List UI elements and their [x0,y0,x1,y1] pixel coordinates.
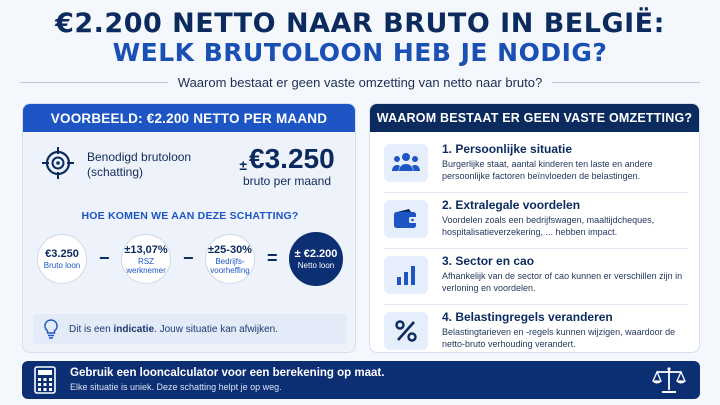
banner-subtext: Elke situatie is uniek. Deze schatting helpt je op weg. [70,382,282,392]
approx-sign: ± [239,157,248,173]
equals-operator: = [267,248,278,268]
gross-salary-value: €3.250 [45,248,79,260]
reason-title: 4. Belastingregels veranderen [442,310,613,324]
subtitle-row [20,72,700,92]
gross-estimate [235,144,339,188]
calculator-banner [22,361,700,399]
required-gross-label-line1: Benodigd brutoloon [87,150,192,164]
page-subtitle-question: WELK BRUTOLOON HEB JE NODIG? [112,38,608,67]
divider-right [552,82,700,83]
percent-icon [384,312,428,350]
note-bold: indicatie [113,323,155,335]
reason-title: 1. Persoonlijke situatie [442,142,573,156]
wallet-icon [384,200,428,238]
required-gross-label [87,150,191,180]
withholding-tax-circle [205,234,255,284]
lightbulb-icon [43,319,59,339]
page-title: €2.200 NETTO NAAR BRUTO IN BELGIË: [55,8,665,39]
divider [384,192,688,193]
gross-salary-circle [37,234,87,284]
example-panel [22,103,356,353]
rsz-value: ±13,07% [124,243,168,256]
reason-title: 3. Sector en cao [442,254,535,268]
gross-value: €3.250 [249,143,335,174]
example-header: VOORBEELD: €2.200 NETTO PER MAAND [23,104,355,132]
indication-note [33,314,347,344]
reasons-panel [369,103,700,353]
rsz-circle [121,234,171,284]
calculator-icon [34,366,56,394]
note-prefix: Dit is een [69,323,114,335]
divider [384,248,688,249]
note-text [69,324,278,335]
reason-description: Burgerlijke staat, aantal kinderen ten laste en andere persoonlijke factoren beïnvloeden de belastingen. [442,159,653,181]
required-gross-label-line2: (schatting) [87,165,144,179]
calculation-row [37,228,347,288]
required-gross-row [39,144,339,192]
reason-description: Belastingtarieven en -regels kunnen wijzigen, waardoor de netto-bruto verhouding verandert. [442,327,676,349]
scale-icon [652,366,686,394]
reason-description: Afhankelijk van de sector of cao kunnen er verschillen zijn in verloning en voordelen. [442,271,683,293]
reason-item-sector [384,252,690,302]
minus-operator-2: − [183,248,194,268]
net-salary-label: Netto loon [297,261,335,270]
divider [384,304,688,305]
gross-salary-label: Bruto loon [43,261,81,270]
withholding-tax-label: Bedrijfs-voorheffing [210,256,250,275]
banner-headline: Gebruik een looncalculator voor een berekening op maat. [70,367,385,379]
people-icon [384,144,428,182]
gross-unit: bruto per maand [242,174,332,188]
reason-item-personal [384,140,690,190]
withholding-tax-value: ±25-30% [208,243,252,256]
note-suffix: . Jouw situatie kan afwijken. [154,323,278,335]
divider-left [20,82,168,83]
net-salary-circle [289,232,343,286]
net-salary-value: ± €2.200 [294,248,338,260]
reason-description: Voordelen zoals een bedrijfswagen, maaltijdcheques, hospitalisatieverzekering, ... hebben impact. [442,215,655,237]
reason-item-tax-rules [384,308,690,353]
target-icon [41,146,75,180]
reasons-header: WAAROM BESTAAT ER GEEN VASTE OMZETTING? [370,104,699,132]
minus-operator-1: − [99,248,110,268]
subtitle-text: Waarom bestaat er geen vaste omzetting van netto naar bruto? [177,74,543,90]
how-title: HOE KOMEN WE AAN DEZE SCHATTING? [81,210,299,222]
reason-title: 2. Extralegale voordelen [442,198,581,212]
rsz-label: RSZ werknemer [126,256,166,275]
bar-chart-icon [384,256,428,294]
reason-item-benefits [384,196,690,246]
